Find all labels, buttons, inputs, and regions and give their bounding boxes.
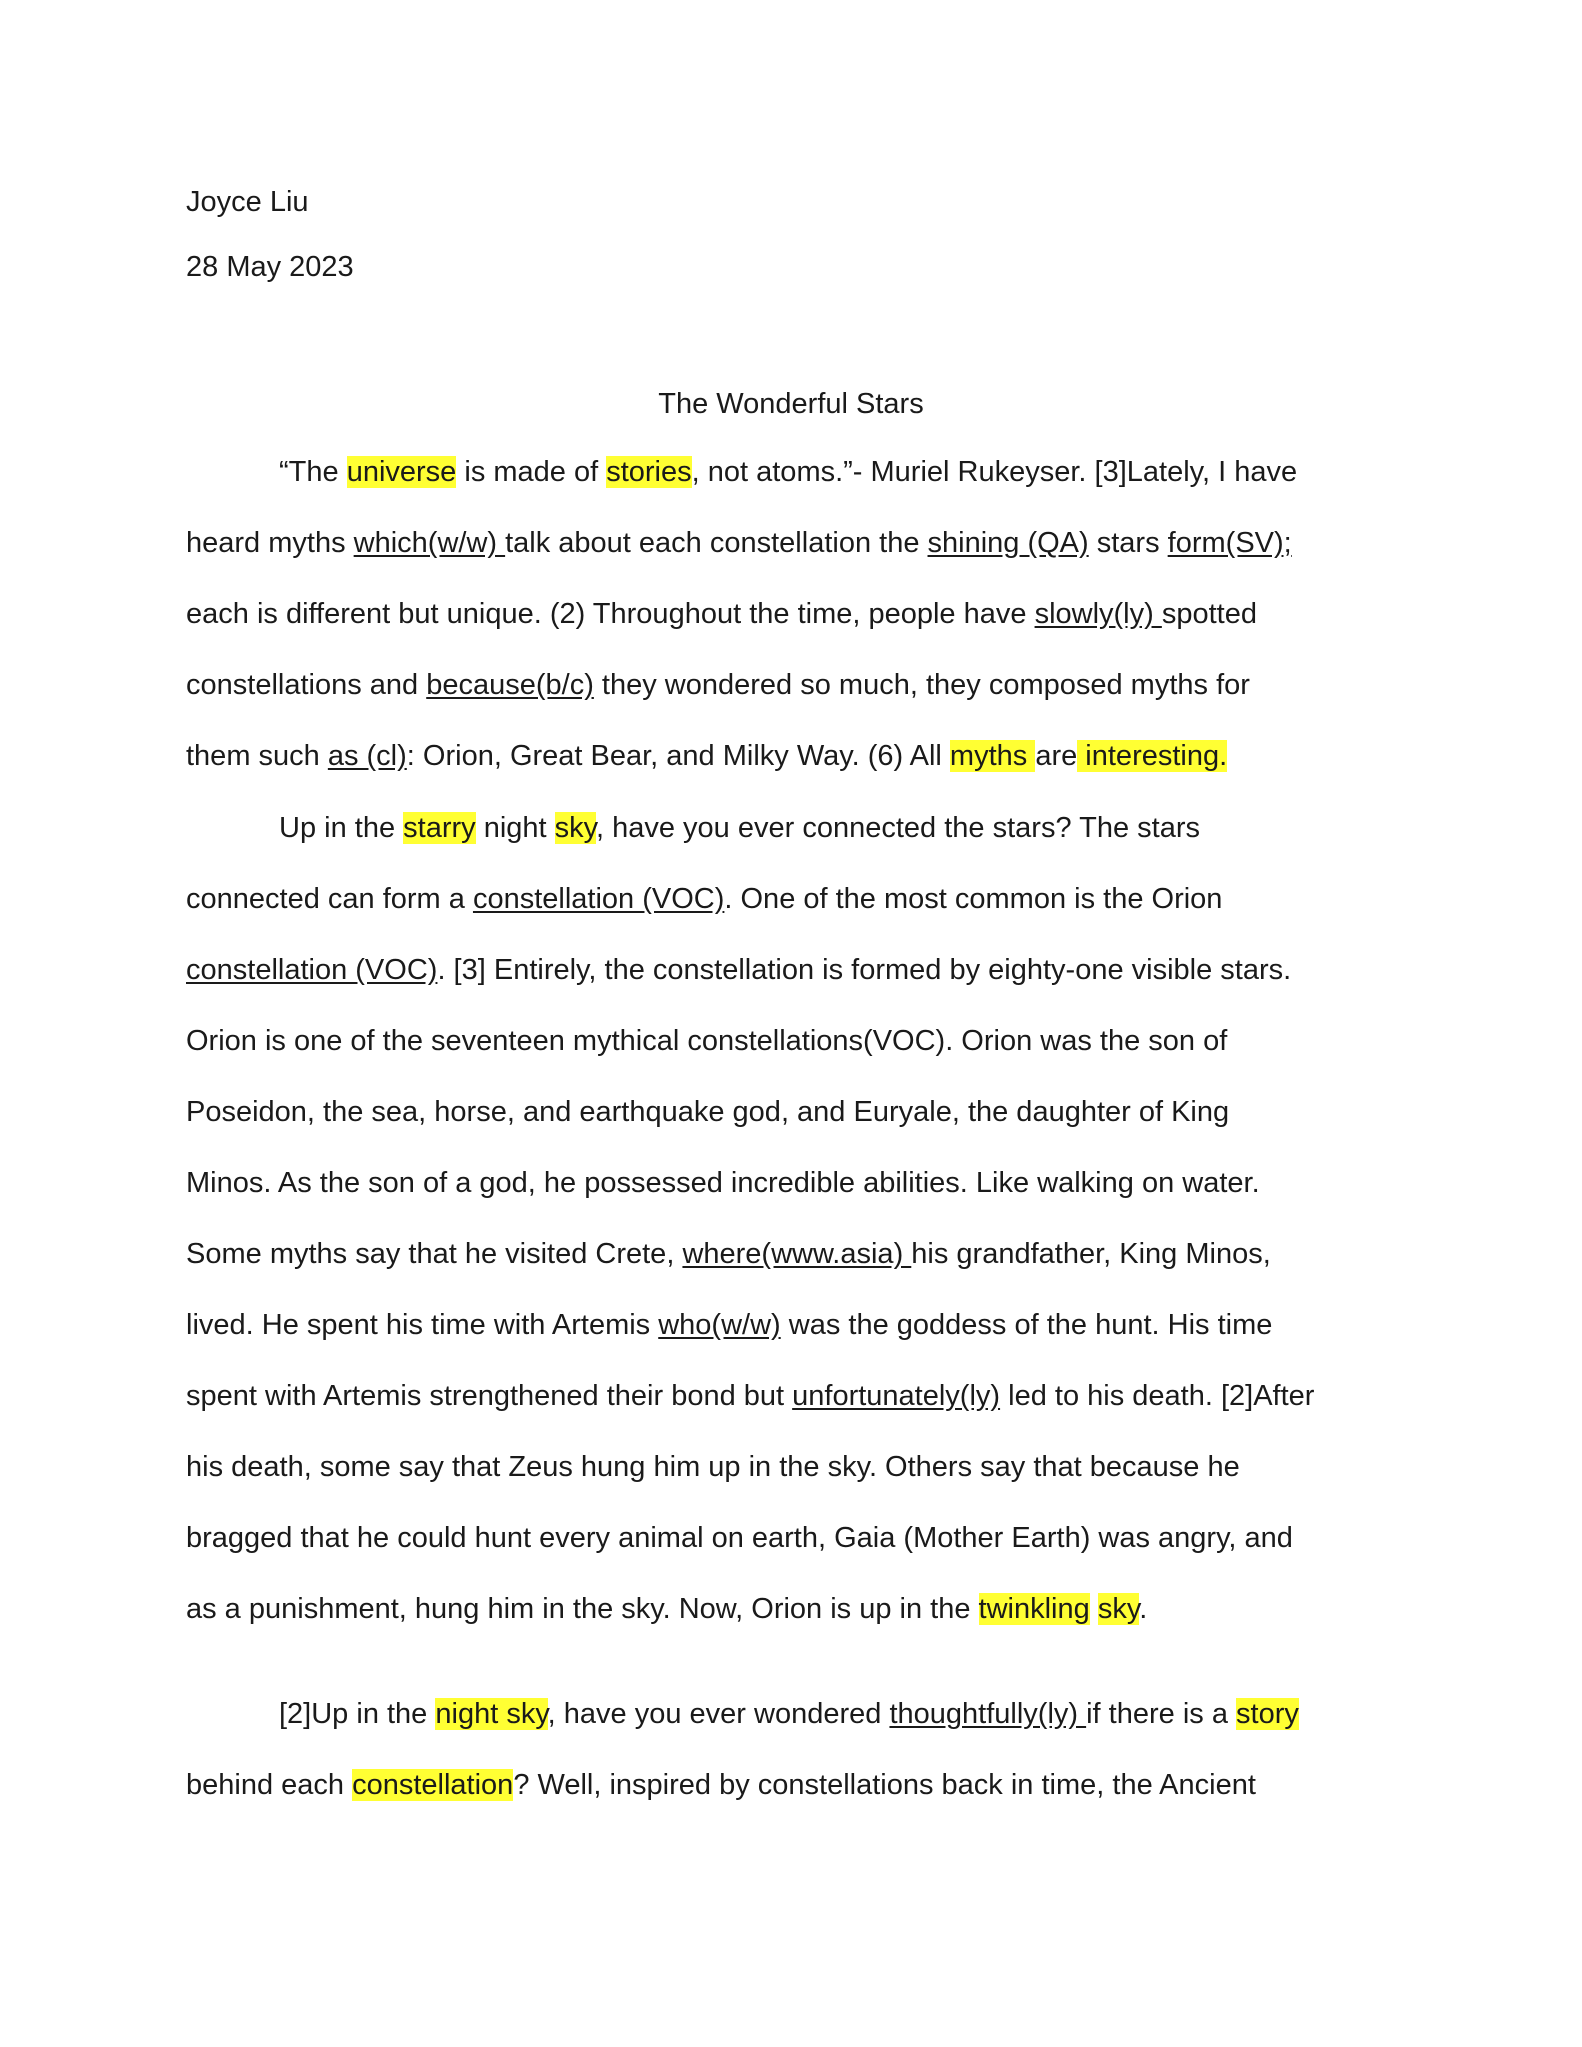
text-line [186,935,1406,1006]
underlined-text: which(w/w) [353,527,506,559]
text-line [186,508,1406,579]
text-line [186,1361,1406,1432]
text-line [186,1679,1406,1750]
text-line [186,1219,1406,1290]
text-run: Poseidon, the sea, horse, and earthquake god, and Euryale, the daughter of King [186,1096,1230,1128]
highlighted-text: interesting. [1077,740,1228,772]
highlighted-text: sky [1097,1593,1140,1625]
text-run: Up in the [279,812,404,844]
text-line [186,864,1406,935]
text-run: talk about each constellation the [505,527,928,559]
text-run: are [1035,740,1078,772]
text-run: was the goddess of the hunt. His time [780,1309,1273,1341]
underlined-text: constellation (VOC) [472,883,725,915]
text-run: : Orion, Great Bear, and Milky Way. (6) All [406,740,950,772]
text-run: [2]Up in the [279,1698,436,1730]
text-run: “The [279,456,347,488]
text-line [186,1290,1406,1361]
text-run: , have you ever wondered [547,1698,890,1730]
underlined-text: shining (QA) [927,527,1089,559]
text-run: they wondered so much, they composed myths for [593,669,1250,701]
text-run: . [3] Entirely, the constellation is formed by eighty-one visible stars. [437,954,1292,986]
text-line [186,650,1406,721]
highlighted-text: twinkling [978,1593,1090,1625]
highlighted-text: myths [949,740,1036,772]
underlined-text: constellation (VOC) [186,954,438,986]
text-run: , have you ever connected the stars? The stars [596,812,1200,844]
text-run: behind each [186,1769,353,1801]
text-run: heard myths [186,527,354,559]
text-run: is made of [456,456,607,488]
text-line [186,1077,1406,1148]
text-run: spent with Artemis strengthened their bond but [186,1380,793,1412]
underlined-text: where(www.asia) [682,1238,912,1270]
text-run: Orion is one of the seventeen mythical constellations(VOC). Orion was the son of [186,1025,1228,1057]
text-run: stars [1088,527,1168,559]
text-run: if there is a [1086,1698,1237,1730]
text-line [186,1432,1406,1503]
text-run: Some myths say that he visited Crete, [186,1238,683,1270]
text-run: each is different but unique. (2) Throughout the time, people have [186,598,1035,630]
text-run: as a punishment, hung him in the sky. Now, Orion is up in the [186,1593,979,1625]
essay-title: The Wonderful Stars [658,388,924,420]
text-run: ? Well, inspired by constellations back in time, the Ancient [513,1769,1256,1801]
highlighted-text: story [1236,1698,1299,1730]
document-date: 28 May 2023 [186,251,354,283]
text-run: connected can form a [186,883,473,915]
text-run: his grandfather, King Minos, [911,1238,1271,1270]
text-line [186,437,1406,508]
text-run: led to his death. [2]After [1000,1380,1315,1412]
text-run [1090,1593,1098,1625]
highlighted-text: constellation [352,1769,514,1801]
text-line [186,793,1406,864]
text-run: . One of the most common is the Orion [724,883,1223,915]
text-line [186,1006,1406,1077]
underlined-text: unfortunately(ly) [792,1380,1001,1412]
underlined-text: as (cl) [327,740,407,772]
paragraph-orion [186,793,1406,1645]
underlined-text: because(b/c) [426,669,594,701]
text-line [186,579,1406,650]
text-run: spotted [1161,598,1257,630]
paragraph-myths [186,1679,1406,1821]
highlighted-text: night sky [435,1698,548,1730]
text-line [186,1503,1406,1574]
text-line [186,1148,1406,1219]
text-run: constellations and [186,669,427,701]
paragraph-intro [186,437,1406,792]
text-run: , not atoms.”- Muriel Rukeyser. [3]Lately, I have [691,456,1298,488]
text-run: lived. He spent his time with Artemis [186,1309,659,1341]
highlighted-text: stories [606,456,692,488]
text-line [186,1750,1406,1821]
text-run: Minos. As the son of a god, he possessed incredible abilities. Like walking on water. [186,1167,1260,1199]
text-run: his death, some say that Zeus hung him up in the sky. Others say that because he [186,1451,1240,1483]
text-run: bragged that he could hunt every animal on earth, Gaia (Mother Earth) was angry, and [186,1522,1293,1554]
underlined-text: thoughtfully(ly) [889,1698,1087,1730]
text-run: . [1139,1593,1148,1625]
highlighted-text: universe [346,456,457,488]
author-name: Joyce Liu [186,186,309,218]
text-line [186,721,1406,792]
text-run: them such [186,740,328,772]
underlined-text: form(SV); [1167,527,1292,559]
highlighted-text: sky [554,812,596,844]
highlighted-text: starry [403,812,476,844]
underlined-text: who(w/w) [658,1309,781,1341]
text-line [186,1574,1406,1645]
text-run: night [475,812,555,844]
underlined-text: slowly(ly) [1034,598,1162,630]
